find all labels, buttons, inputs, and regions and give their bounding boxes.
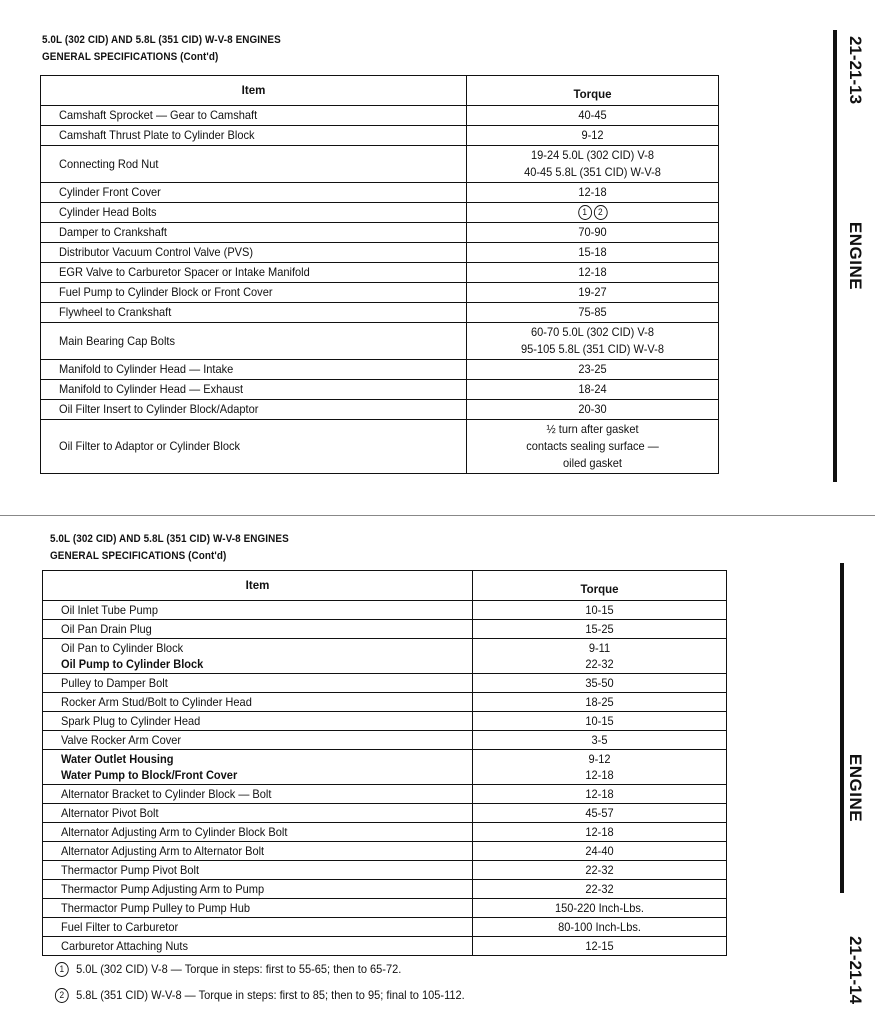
bottom-page-number: 21-21-14	[846, 935, 865, 1005]
row-item	[43, 804, 473, 823]
bottom-title-line2: GENERAL SPECIFICATIONS (Cont'd)	[50, 550, 227, 562]
row-item	[43, 620, 473, 639]
table-row	[43, 804, 727, 823]
footnote-1-text: 5.0L (302 CID) V-8 — Torque in steps: first to 55-65; then to 65-72.	[76, 962, 402, 976]
row-item	[41, 223, 467, 243]
row-torque	[467, 400, 719, 420]
table-row	[41, 420, 719, 474]
row-item	[43, 674, 473, 693]
row-torque-value: 3-5	[591, 733, 608, 747]
row-item	[41, 183, 467, 203]
row-item	[43, 899, 473, 918]
row-item	[43, 937, 473, 956]
table-row	[41, 263, 719, 283]
table-row	[43, 937, 727, 956]
footnote-1-marker: 1	[55, 962, 69, 977]
row-item	[41, 263, 467, 283]
row-item	[43, 639, 473, 674]
row-torque	[473, 620, 727, 639]
footnote-2-marker: 2	[55, 988, 69, 1003]
bottom-title-line1: 5.0L (302 CID) AND 5.8L (351 CID) W-V-8 ENGINES	[50, 533, 289, 545]
bottom-side-label: ENGINE	[846, 753, 865, 823]
row-item	[41, 360, 467, 380]
row-torque	[467, 303, 719, 323]
row-item	[43, 785, 473, 804]
row-torque-value: 12-18	[578, 265, 607, 279]
table-row	[41, 203, 719, 223]
row-torque-value: 24-40	[585, 844, 614, 858]
bottom-spec-table	[42, 570, 727, 956]
row-torque-value: 22-32	[585, 882, 614, 896]
top-title-line2: GENERAL SPECIFICATIONS (Cont'd)	[42, 51, 219, 63]
row-torque	[473, 785, 727, 804]
row-torque	[467, 323, 719, 360]
table-row	[41, 146, 719, 183]
row-item	[43, 693, 473, 712]
row-item-text: Oil Inlet Tube Pump	[61, 603, 158, 617]
row-item-text: Distributor Vacuum Control Valve (PVS)	[59, 245, 254, 259]
row-torque	[473, 731, 727, 750]
row-item-text: Oil Filter Insert to Cylinder Block/Adaptor	[59, 402, 259, 416]
row-torque-value: 9-12	[588, 752, 611, 766]
row-torque	[473, 750, 727, 785]
row-item	[41, 283, 467, 303]
table-row	[41, 400, 719, 420]
table-row	[41, 283, 719, 303]
row-torque-value: 20-30	[578, 402, 607, 416]
row-item-text: Connecting Rod Nut	[59, 156, 159, 171]
page-divider	[0, 515, 875, 516]
row-item-text: Oil Filter to Adaptor or Cylinder Block	[59, 439, 241, 453]
top-side-bar	[833, 30, 837, 482]
row-item-text: Flywheel to Crankshaft	[59, 305, 172, 319]
row-torque	[473, 693, 727, 712]
row-torque-value: 12-15	[585, 939, 614, 953]
row-torque-value: 70-90	[578, 225, 607, 239]
row-item	[41, 203, 467, 223]
row-torque	[467, 263, 719, 283]
row-item	[43, 712, 473, 731]
row-torque	[473, 639, 727, 674]
bottom-header-item: Item	[43, 571, 473, 601]
row-item	[41, 380, 467, 400]
row-torque-value: 18-24	[578, 382, 607, 396]
footnote-marker: 2	[593, 205, 607, 220]
row-item-text: Camshaft Thrust Plate to Cylinder Block	[59, 128, 255, 142]
row-item	[41, 126, 467, 146]
row-item-text: Pulley to Damper Bolt	[61, 676, 168, 690]
row-item	[41, 400, 467, 420]
top-side-label: ENGINE	[846, 221, 865, 291]
row-torque-value: 35-50	[585, 676, 614, 690]
row-item-text: Water Pump to Block/Front Cover	[61, 768, 238, 782]
row-item	[43, 880, 473, 899]
footnote-1	[54, 962, 401, 977]
row-item-text: Thermactor Pump Pulley to Pump Hub	[61, 901, 250, 915]
row-item-text: EGR Valve to Carburetor Spacer or Intake Manifold	[59, 265, 310, 279]
bottom-header-torque: Torque	[473, 571, 727, 601]
row-item-text: Manifold to Cylinder Head — Intake	[59, 362, 234, 376]
row-item-text: Fuel Pump to Cylinder Block or Front Cover	[59, 285, 273, 299]
row-torque-value: 40-45	[578, 108, 607, 122]
bottom-side-bar	[840, 563, 844, 893]
footnote-2-text: 5.8L (351 CID) W-V-8 — Torque in steps: first to 85; then to 95; final to 105-112.	[76, 988, 465, 1002]
table-row	[43, 918, 727, 937]
row-torque	[473, 804, 727, 823]
row-torque	[473, 918, 727, 937]
row-torque	[473, 601, 727, 620]
row-torque-value: 22-32	[585, 657, 614, 671]
table-row	[43, 785, 727, 804]
row-torque-value: 9-12	[581, 128, 604, 142]
row-item	[43, 750, 473, 785]
row-torque	[467, 380, 719, 400]
row-torque-value: ½ turn after gasket	[546, 422, 639, 436]
row-item-text: Carburetor Attaching Nuts	[61, 939, 189, 953]
table-row	[43, 620, 727, 639]
table-row	[43, 731, 727, 750]
row-item	[41, 243, 467, 263]
row-torque-value: 75-85	[578, 305, 607, 319]
table-row	[43, 899, 727, 918]
row-item	[43, 601, 473, 620]
row-torque	[467, 283, 719, 303]
table-row	[41, 126, 719, 146]
table-row	[41, 106, 719, 126]
row-item	[41, 420, 467, 474]
row-item-text: Water Outlet Housing	[61, 752, 174, 766]
table-row	[43, 880, 727, 899]
row-item-text: Rocker Arm Stud/Bolt to Cylinder Head	[61, 695, 252, 709]
row-torque	[467, 146, 719, 183]
row-item-text: Thermactor Pump Adjusting Arm to Pump	[61, 882, 265, 896]
row-item	[43, 823, 473, 842]
table-row	[41, 380, 719, 400]
table-row	[43, 750, 727, 785]
row-torque	[473, 712, 727, 731]
row-item-text: Main Bearing Cap Bolts	[59, 333, 175, 348]
row-torque-value: oiled gasket	[563, 456, 622, 470]
top-title-line1: 5.0L (302 CID) AND 5.8L (351 CID) W-V-8 ENGINES	[42, 34, 281, 46]
row-torque	[467, 223, 719, 243]
row-item-text: Thermactor Pump Pivot Bolt	[61, 863, 200, 877]
table-row	[43, 674, 727, 693]
row-torque	[473, 899, 727, 918]
row-item-text: Alternator Adjusting Arm to Cylinder Block Bolt	[61, 825, 288, 839]
row-torque	[473, 880, 727, 899]
row-item	[41, 106, 467, 126]
top-header-torque: Torque	[467, 76, 719, 106]
row-torque-value: 15-18	[578, 245, 607, 259]
row-torque-value: 12-18	[585, 825, 614, 839]
table-row	[43, 823, 727, 842]
row-torque	[467, 203, 719, 223]
top-page-number: 21-21-13	[846, 35, 865, 105]
row-torque	[473, 861, 727, 880]
row-torque	[473, 823, 727, 842]
row-torque	[473, 842, 727, 861]
row-torque	[467, 360, 719, 380]
row-item	[43, 731, 473, 750]
row-torque-value: 23-25	[578, 362, 607, 376]
row-item-text: Oil Pan to Cylinder Block	[61, 641, 184, 655]
row-item	[43, 918, 473, 937]
row-item-text: Oil Pan Drain Plug	[61, 622, 152, 636]
table-row	[41, 223, 719, 243]
table-row	[41, 243, 719, 263]
table-row	[43, 861, 727, 880]
row-torque-value: 22-32	[585, 863, 614, 877]
row-torque-value: 12-18	[585, 787, 614, 801]
row-torque	[467, 243, 719, 263]
top-header-item: Item	[41, 76, 467, 106]
table-row	[43, 712, 727, 731]
footnote-2	[54, 988, 465, 1003]
row-item-text: Manifold to Cylinder Head — Exhaust	[59, 382, 244, 396]
row-torque	[467, 183, 719, 203]
row-item-text: Alternator Pivot Bolt	[61, 806, 159, 820]
row-torque	[473, 674, 727, 693]
row-item	[43, 842, 473, 861]
row-torque-value: 19-27	[578, 285, 607, 299]
footnote-marker: 1	[578, 205, 592, 220]
table-row	[41, 303, 719, 323]
row-torque-value: 80-100 Inch-Lbs.	[558, 920, 641, 934]
row-item-text: Camshaft Sprocket — Gear to Camshaft	[59, 108, 258, 122]
table-row	[43, 842, 727, 861]
table-row	[41, 360, 719, 380]
top-spec-table	[40, 75, 719, 474]
row-torque	[473, 937, 727, 956]
row-item	[43, 861, 473, 880]
row-item-text: Cylinder Front Cover	[59, 185, 161, 199]
row-torque-value: 12-18	[578, 185, 607, 199]
row-torque-value: 12-18	[585, 768, 614, 782]
table-row	[43, 601, 727, 620]
row-item-text: Oil Pump to Cylinder Block	[61, 657, 204, 671]
row-item-text: Alternator Bracket to Cylinder Block — Bolt	[61, 787, 272, 801]
row-torque-value: 10-15	[585, 714, 614, 728]
row-item-text: Damper to Crankshaft	[59, 225, 167, 239]
row-torque-value: 10-15	[585, 603, 614, 617]
row-torque-value: 15-25	[585, 622, 614, 636]
row-torque-value: 40-45 5.8L (351 CID) W-V-8	[524, 165, 661, 179]
table-row	[43, 639, 727, 674]
row-torque	[467, 126, 719, 146]
row-item	[41, 323, 467, 360]
table-row	[41, 183, 719, 203]
row-torque-value: 45-57	[585, 806, 614, 820]
row-item	[41, 146, 467, 183]
row-item	[41, 303, 467, 323]
row-item-text: Spark Plug to Cylinder Head	[61, 714, 201, 728]
row-torque-value: 150-220 Inch-Lbs.	[554, 901, 644, 915]
row-torque	[467, 420, 719, 474]
table-row	[43, 693, 727, 712]
row-torque-value: 19-24 5.0L (302 CID) V-8	[531, 148, 654, 162]
table-row	[41, 323, 719, 360]
row-torque-value: 9-11	[588, 641, 611, 655]
row-torque	[467, 106, 719, 126]
row-item-text: Fuel Filter to Carburetor	[61, 920, 179, 934]
row-item-text: Valve Rocker Arm Cover	[61, 733, 182, 747]
row-item-text: Alternator Adjusting Arm to Alternator Bolt	[61, 844, 265, 858]
row-torque-value: 60-70 5.0L (302 CID) V-8	[531, 325, 654, 339]
row-torque-value: 18-25	[585, 695, 614, 709]
row-item-text: Cylinder Head Bolts	[59, 205, 157, 219]
row-torque-value: contacts sealing surface —	[526, 439, 659, 453]
row-torque-value: 95-105 5.8L (351 CID) W-V-8	[520, 342, 664, 356]
